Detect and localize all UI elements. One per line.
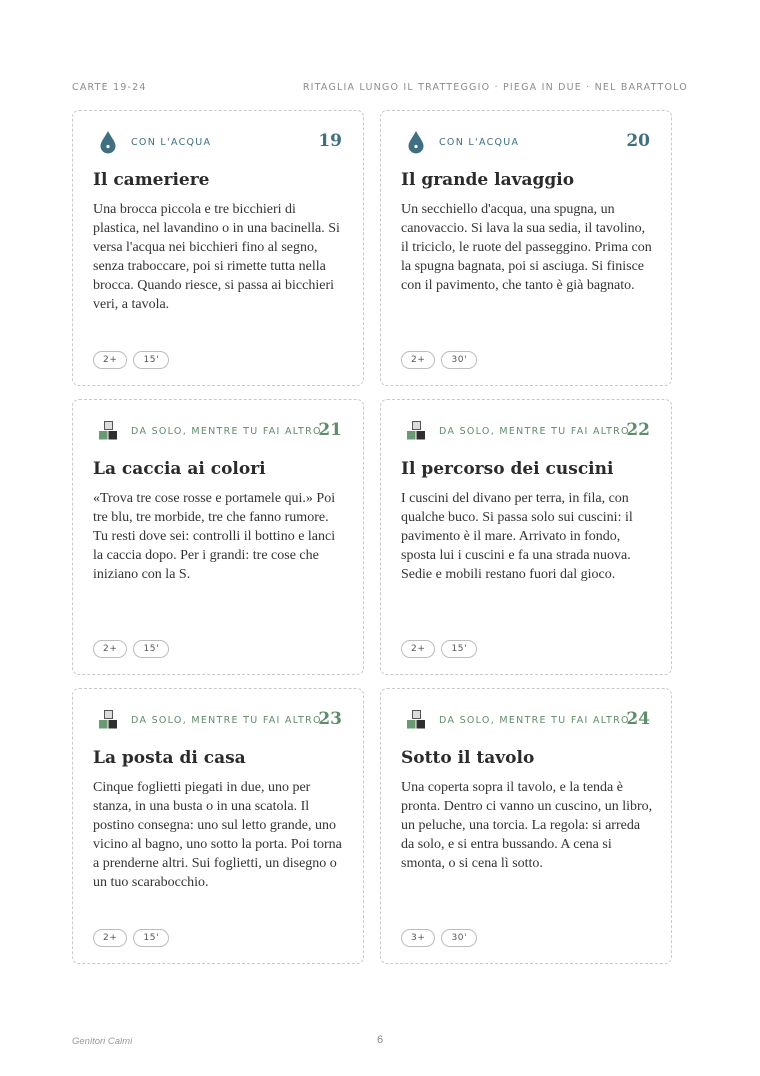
duration-badge: 30'	[441, 351, 477, 369]
card-tags	[93, 929, 169, 947]
category-label: DA SOLO, MENTRE TU FAI ALTRO	[131, 715, 322, 726]
card-title: La caccia ai colori	[93, 459, 266, 479]
blocks-icon	[97, 419, 119, 443]
duration-badge: 15'	[441, 640, 477, 658]
card-tags	[401, 351, 477, 369]
sheet-range-label: CARTE 19-24	[72, 82, 147, 93]
category-label: DA SOLO, MENTRE TU FAI ALTRO	[131, 426, 322, 437]
card-title: La posta di casa	[93, 748, 246, 768]
duration-badge: 30'	[441, 929, 477, 947]
card-description: Una brocca piccola e tre bicchieri di plastica, nel lavandino o in una bacinella. Si versa l'acqua nei bicchieri fino al segno, senza traboccare, poi si rimette tutta nella brocca. Quando riesce, si passa ai bicchieri veri, a tavola.	[93, 202, 340, 312]
card-tags	[93, 351, 169, 369]
card-number: 19	[318, 131, 342, 151]
card-title: Sotto il tavolo	[401, 748, 535, 768]
card-title: Il grande lavaggio	[401, 170, 575, 190]
card-number: 21	[318, 420, 342, 440]
card-tags	[401, 640, 477, 658]
card-tags	[401, 929, 477, 947]
water-drop-icon	[405, 130, 427, 154]
blocks-icon	[97, 708, 119, 732]
activity-card-19	[72, 110, 364, 386]
activity-card-20	[380, 110, 672, 386]
card-number: 24	[626, 709, 650, 729]
activity-card-22	[380, 399, 672, 675]
card-description: Cinque foglietti piegati in due, uno per stanza, in una busta o in una scatola. Il postino consegna: uno sul letto grande, uno vicino al bagno, uno sotto la porta. Poi torna a prenderne altri. Sui foglietti, un disegno o un tuo scarabocchio.	[93, 780, 342, 890]
category-label: DA SOLO, MENTRE TU FAI ALTRO	[439, 715, 630, 726]
age-badge: 2+	[401, 351, 435, 369]
age-badge: 2+	[401, 640, 435, 658]
card-description: Una coperta sopra il tavolo, e la tenda è pronta. Dentro ci vanno un cuscino, un libro, un peluche, una torcia. La regola: si arreda da solo, e si entra bussando. A cena si smonta, o si cena lì sotto.	[401, 780, 653, 871]
age-badge: 3+	[401, 929, 435, 947]
activity-card-21	[72, 399, 364, 675]
card-tags	[93, 640, 169, 658]
card-number: 20	[626, 131, 650, 151]
card-title: Il percorso dei cuscini	[401, 459, 614, 479]
cards-grid	[72, 110, 673, 964]
cutting-instructions: RITAGLIA LUNGO IL TRATTEGGIO · PIEGA IN DUE · NEL BARATTOLO	[302, 82, 688, 93]
blocks-icon	[405, 708, 427, 732]
activity-card-23	[72, 688, 364, 964]
page-number: 6	[376, 1034, 384, 1046]
age-badge: 2+	[93, 351, 127, 369]
card-description: Un secchiello d'acqua, una spugna, un canovaccio. Si lava la sua sedia, il tavolino, il triciclo, le ruote del passeggino. Prima con la spugna bagnata, poi si asciuga. Si finisce con il pavimento, che tanto è già bagnato.	[401, 202, 652, 293]
category-label: DA SOLO, MENTRE TU FAI ALTRO	[439, 426, 630, 437]
age-badge: 2+	[93, 640, 127, 658]
water-drop-icon	[97, 130, 119, 154]
age-badge: 2+	[93, 929, 127, 947]
activity-card-24	[380, 688, 672, 964]
blocks-icon	[405, 419, 427, 443]
card-description: «Trova tre cose rosse e portamele qui.» Poi tre blu, tre morbide, tre che fanno rumore. Tu resti dove sei: controlli il bottino e lanci la caccia dopo. Per i grandi: tre cose che iniziano con la S.	[93, 491, 336, 582]
duration-badge: 15'	[133, 929, 169, 947]
category-label: CON L'ACQUA	[439, 137, 520, 148]
duration-badge: 15'	[133, 351, 169, 369]
card-number: 23	[318, 709, 342, 729]
duration-badge: 15'	[133, 640, 169, 658]
card-description: I cuscini del divano per terra, in fila, con qualche buco. Si passa solo sui cuscini: il pavimento è il mare. Arrivato in fondo, sposta lui i cuscini e fa una strada nuova. Sedie e mobili restano fuori dal gioco.	[401, 491, 633, 582]
category-label: CON L'ACQUA	[131, 137, 212, 148]
footer-brand: Genitori Calmi	[72, 1036, 133, 1047]
card-number: 22	[626, 420, 650, 440]
card-title: Il cameriere	[93, 170, 210, 190]
